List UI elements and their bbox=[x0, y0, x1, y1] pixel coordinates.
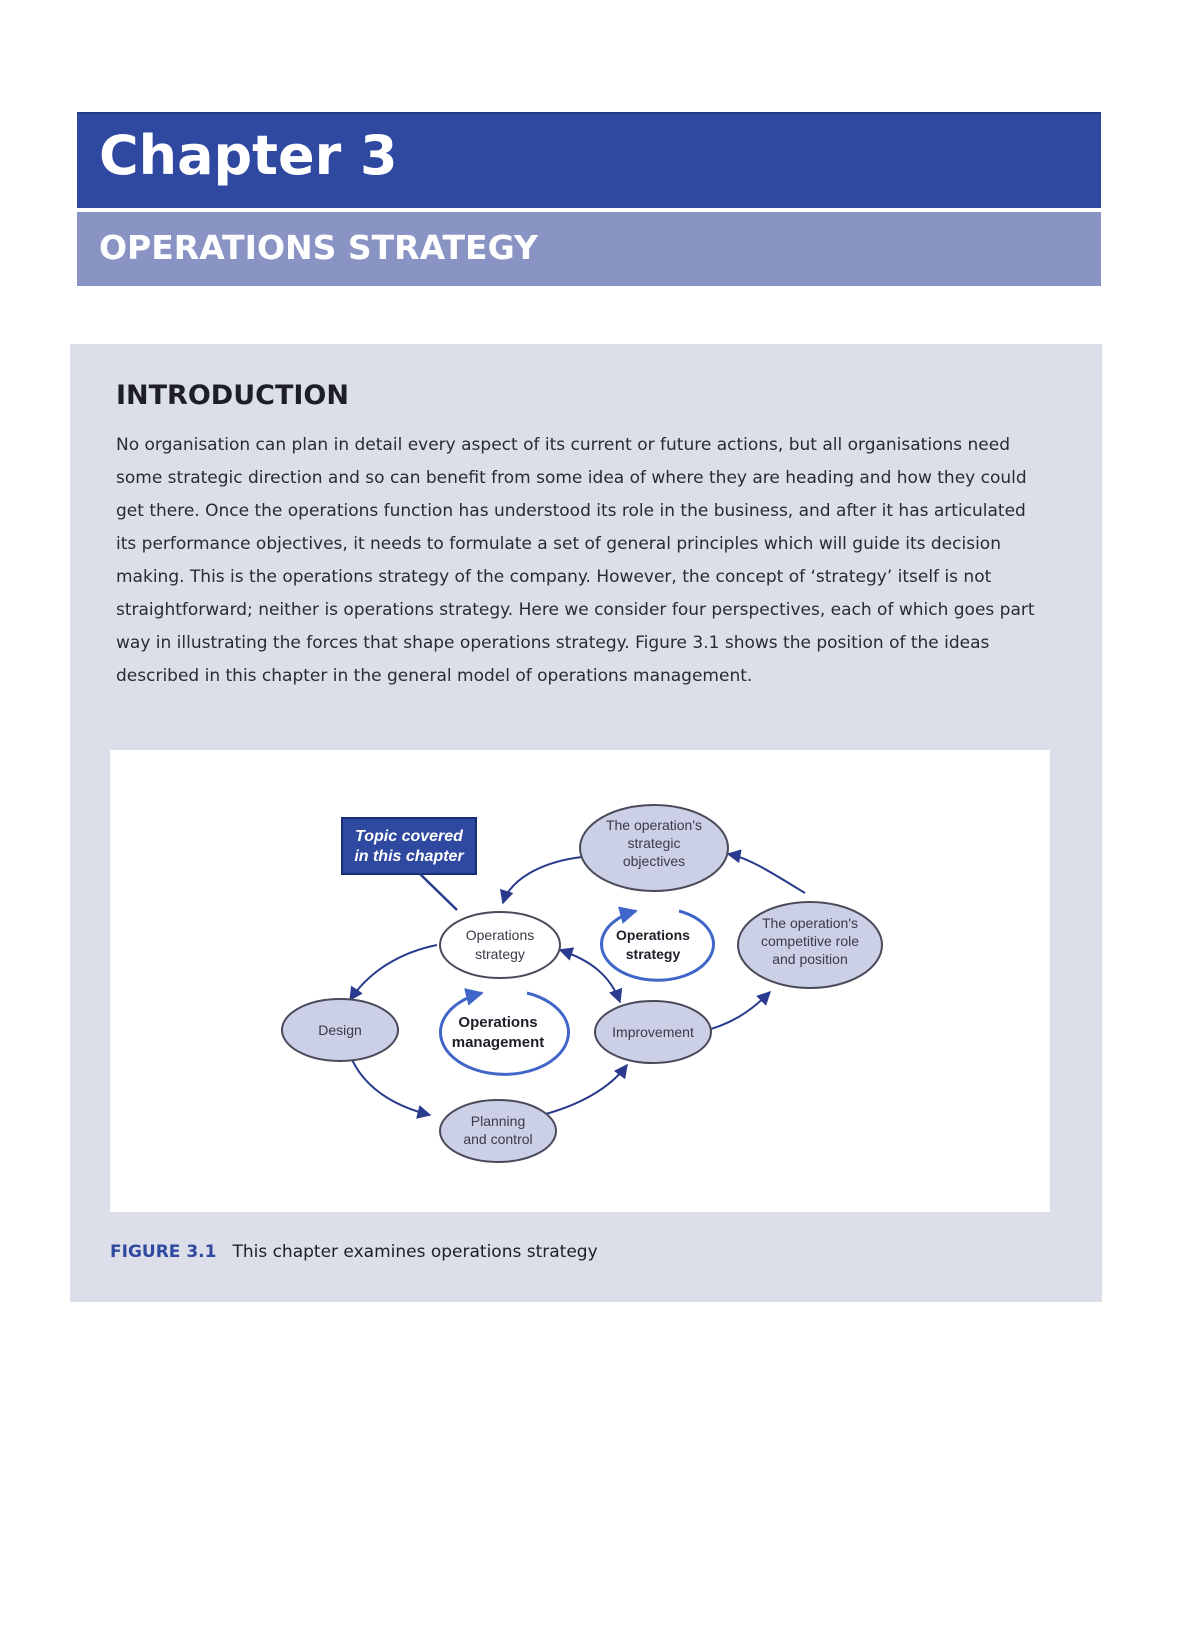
arrow-design-to-planning bbox=[350, 1055, 430, 1115]
node-competitive-role-line-1: The operation's bbox=[761, 915, 859, 931]
node-planning-control-line-1: Planning bbox=[470, 1113, 526, 1129]
operations-model-diagram bbox=[110, 750, 1050, 1212]
node-strategic-objectives-line-3: objectives bbox=[622, 853, 686, 869]
node-design-label: Design bbox=[318, 1022, 362, 1038]
node-competitive-role-line-3: and position bbox=[772, 951, 848, 967]
cycle-management-line-1: Operations bbox=[458, 1014, 538, 1031]
node-planning-control-line-2: and control bbox=[463, 1131, 533, 1147]
cycle-strategy-line-1: Operations bbox=[616, 927, 690, 943]
topic-covered-label bbox=[342, 818, 476, 874]
node-improvement-label: Improvement bbox=[612, 1024, 694, 1040]
cycle-strategy-line-2: strategy bbox=[625, 946, 681, 962]
chapter-subtitle-banner bbox=[77, 212, 1101, 286]
figure-3-1 bbox=[110, 750, 1050, 1212]
node-operations-strategy-line-2: strategy bbox=[475, 946, 525, 962]
introduction-heading: INTRODUCTION bbox=[116, 380, 349, 411]
figure-caption-text: This chapter examines operations strategy bbox=[232, 1242, 598, 1262]
topic-label-pointer bbox=[420, 874, 457, 910]
introduction-body: No organisation can plan in detail every aspect of its current or future actions, but all organisations need some strategic direction and so can benefit from some idea of where they are heading and how they could get there. Once the operations function has understood its role in the business, and after it has articulated its performance objectives, it needs to formulate a set of general principles which will guide its decision making. This is the operations strategy of the company. However, the concept of ‘strategy’ itself is not straightforward; neither is operations strategy. Here we consider four perspectives, each of which goes part way in illustrating the forces that shape operations strategy. Figure 3.1 shows the position of the ideas described in this chapter in the general model of operations management. bbox=[116, 435, 1035, 686]
arrow-competitive-to-objectives bbox=[728, 854, 805, 893]
node-strategic-objectives-line-2: strategic bbox=[627, 835, 681, 851]
topic-label-line-2: in this chapter bbox=[354, 848, 464, 865]
node-competitive-role-line-2: competitive role bbox=[760, 933, 860, 949]
node-operations-strategy bbox=[440, 912, 560, 978]
node-operations-strategy-line-1: Operations bbox=[465, 927, 535, 943]
node-strategic-objectives-line-1: The operation's bbox=[605, 817, 703, 833]
figure-caption-label: FIGURE 3.1 bbox=[110, 1242, 217, 1262]
arrow-objectives-to-strategy bbox=[503, 857, 582, 903]
chapter-title: Chapter 3 bbox=[99, 124, 398, 187]
arrow-planning-to-improvement bbox=[542, 1065, 627, 1115]
topic-label-line-1: Topic covered bbox=[355, 828, 463, 845]
cycle-management-line-2: management bbox=[451, 1034, 545, 1051]
introduction-panel bbox=[70, 344, 1102, 1302]
chapter-banner bbox=[77, 112, 1101, 208]
arrow-strategy-to-design bbox=[350, 945, 437, 1000]
chapter-subtitle: OPERATIONS STRATEGY bbox=[99, 228, 538, 267]
figure-caption bbox=[110, 1242, 598, 1262]
arrow-strategy-improvement bbox=[560, 950, 620, 1002]
